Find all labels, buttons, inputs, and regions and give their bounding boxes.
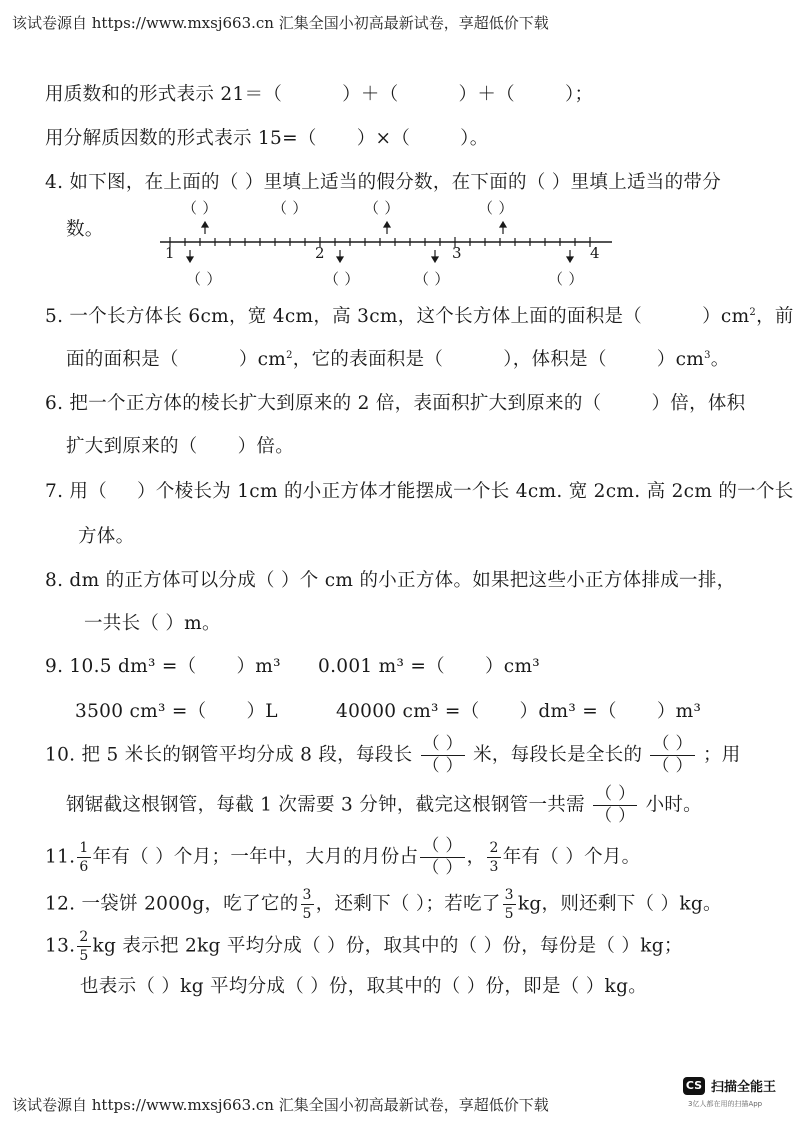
q5-text-2e: ）cm bbox=[656, 349, 705, 370]
q11-text-c: ， bbox=[466, 846, 486, 868]
fraction-denominator: 5 bbox=[504, 906, 514, 922]
q3-factor-line bbox=[45, 124, 489, 150]
fraction-numerator: （ ） bbox=[652, 734, 693, 754]
q11-text-d: 年有（ ）个月。 bbox=[502, 846, 641, 868]
q3-text-a3: ）＋（ bbox=[458, 84, 515, 105]
fraction-denominator: （ ） bbox=[422, 858, 463, 878]
q5-text-2f: 。 bbox=[710, 349, 730, 370]
q9-row1-left bbox=[45, 652, 281, 678]
q9-row1-right bbox=[318, 652, 540, 678]
fraction-numerator: 3 bbox=[504, 887, 514, 903]
q9-text-d1: 40000 cm³ =（ bbox=[336, 701, 480, 722]
q9-text-a2: ）m³ bbox=[236, 656, 281, 677]
fraction-numerator: 2 bbox=[79, 929, 89, 945]
q13-text-b: kg 表示把 2kg 平均分成（ ）份，取其中的（ ）份，每份是（ ）kg； bbox=[92, 935, 683, 957]
fraction bbox=[77, 841, 90, 874]
q13-line2: 也表示（ ）kg 平均分成（ ）份，取其中的（ ）份，即是（ ）kg。 bbox=[80, 976, 648, 997]
q9-text-d3: ）m³ bbox=[656, 701, 702, 722]
q13-line1 bbox=[45, 930, 683, 963]
fraction bbox=[487, 841, 500, 874]
q5-text-1c: ，前 bbox=[756, 306, 794, 327]
q13-text-a: 13. bbox=[45, 935, 76, 957]
fraction-numerator: （ ） bbox=[422, 734, 463, 754]
q4-top-blank-2[interactable]: （ ） bbox=[272, 199, 308, 217]
q5-text-2c: ，它的表面积是（ bbox=[292, 349, 444, 370]
superscript: 2 bbox=[286, 349, 293, 361]
fraction-bar bbox=[77, 946, 90, 947]
q4-top-blank-4[interactable]: （ ） bbox=[478, 199, 514, 217]
q5-text-2b: ）cm bbox=[238, 349, 287, 370]
fraction-bar bbox=[503, 904, 516, 905]
q3-text-a1: 用质数和的形式表示 21＝（ bbox=[45, 84, 283, 105]
fraction-denominator: （ ） bbox=[422, 756, 463, 776]
q7-line2: 方体。 bbox=[78, 526, 135, 547]
header-source-line: 该试卷源自 https://www.mxsj663.cn 汇集全国小初高最新试卷，享超低价下载 bbox=[12, 14, 549, 32]
fraction-bar bbox=[77, 857, 90, 858]
fraction-numerator: 1 bbox=[79, 840, 89, 856]
q9-text-d2: ）dm³ =（ bbox=[519, 701, 617, 722]
fraction-blank[interactable] bbox=[420, 838, 464, 877]
fraction-numerator: （ ） bbox=[422, 836, 463, 856]
fraction-bar bbox=[487, 857, 500, 858]
q8-line2: 一共长（ ）m。 bbox=[84, 613, 221, 634]
q10-text-1c: ；用 bbox=[702, 744, 741, 766]
q5-line1 bbox=[45, 302, 794, 328]
q12-text-a: 12. 一袋饼 2000g，吃了它的 bbox=[45, 893, 299, 915]
q11-line bbox=[45, 838, 640, 877]
q8-line1: 8. dm 的正方体可以分成（ ）个 cm 的小正方体。如果把这些小正方体排成一排， bbox=[45, 570, 736, 591]
superscript: 3 bbox=[704, 349, 711, 361]
q5-line2 bbox=[66, 345, 730, 371]
q4-top-blank-3[interactable]: （ ） bbox=[364, 199, 400, 217]
q5-text-1b: ）cm bbox=[702, 306, 750, 327]
scanner-logo bbox=[683, 1076, 776, 1095]
q4-bottom-blank-4[interactable]: （ ） bbox=[548, 270, 584, 288]
q4-bottom-blank-2[interactable]: （ ） bbox=[324, 270, 360, 288]
q10-text-2a: 钢锯截这根钢管，每截 1 次需要 3 分钟，截完这根钢管一共需 bbox=[66, 794, 585, 816]
q5-text-2a: 面的面积是（ bbox=[66, 349, 179, 370]
q12-line bbox=[45, 888, 722, 921]
tick-label-2: 2 bbox=[315, 244, 325, 262]
number-line bbox=[150, 218, 620, 268]
q10-line2 bbox=[66, 786, 702, 825]
q10-text-2b: 小时。 bbox=[645, 794, 702, 816]
fraction-denominator: 3 bbox=[489, 859, 499, 875]
footer-source-line: 该试卷源自 https://www.mxsj663.cn 汇集全国小初高最新试卷，享超低价下载 bbox=[12, 1096, 549, 1114]
q9-text-a1: 9. 10.5 dm³ =（ bbox=[45, 656, 197, 677]
cs-logo-icon: CS bbox=[683, 1077, 705, 1095]
scanner-logo-tagline: 3亿人都在用的扫描App bbox=[688, 1100, 763, 1108]
q4-bottom-blank-3[interactable]: （ ） bbox=[414, 270, 450, 288]
q9-row2-left bbox=[75, 697, 278, 723]
q3-prime-sum-line bbox=[45, 80, 593, 106]
q5-text-1a: 5. 一个长方体长 6cm，宽 4cm，高 3cm，这个长方体上面的面积是（ bbox=[45, 306, 643, 327]
q4-line1: 4. 如下图，在上面的（ ）里填上适当的假分数，在下面的（ ）里填上适当的带分 bbox=[45, 172, 721, 193]
fraction bbox=[301, 888, 314, 921]
q10-line1 bbox=[45, 736, 741, 775]
q3-text-b2: ）×（ bbox=[356, 128, 411, 149]
fraction-blank[interactable] bbox=[650, 736, 694, 775]
q7-text-1b: ）个棱长为 1cm 的小正方体才能摆成一个长 4cm. 宽 2cm. 高 2cm 的一个长 bbox=[137, 481, 794, 502]
fraction-denominator: （ ） bbox=[595, 806, 636, 826]
q11-text-a: 11. bbox=[45, 846, 76, 868]
q9-text-c2: ）L bbox=[246, 701, 278, 722]
q6-line1 bbox=[45, 389, 745, 415]
fraction-denominator: （ ） bbox=[652, 756, 693, 776]
q3-text-b1: 用分解质因数的形式表示 15=（ bbox=[45, 128, 317, 149]
tick-label-4: 4 bbox=[590, 244, 600, 262]
q10-text-1b: 米，每段长是全长的 bbox=[473, 744, 643, 766]
q6-line2 bbox=[66, 432, 294, 458]
tick-label-3: 3 bbox=[452, 244, 462, 262]
q12-text-c: kg，则还剩下（ ）kg。 bbox=[517, 893, 722, 915]
q9-text-c1: 3500 cm³ =（ bbox=[75, 701, 207, 722]
fraction-denominator: 6 bbox=[79, 859, 89, 875]
q7-text-1a: 7. 用（ bbox=[45, 481, 108, 502]
fraction-bar bbox=[301, 904, 314, 905]
fraction-denominator: 5 bbox=[302, 906, 312, 922]
q11-text-b: 年有（ ）个月；一年中，大月的月份占 bbox=[92, 846, 419, 868]
fraction bbox=[77, 930, 90, 963]
q9-text-b2: ）cm³ bbox=[484, 656, 541, 677]
q4-line2: 数。 bbox=[66, 219, 104, 240]
q3-text-b3: ）。 bbox=[460, 128, 489, 149]
superscript: 2 bbox=[749, 306, 757, 318]
q12-text-b: ，还剩下（ ）；若吃了 bbox=[315, 893, 501, 915]
fraction-numerator: 2 bbox=[489, 840, 499, 856]
fraction-denominator: 5 bbox=[79, 948, 89, 964]
q5-text-2d: ），体积是（ bbox=[503, 349, 607, 370]
q6-text-2a: 扩大到原来的（ bbox=[66, 436, 198, 457]
q4-bottom-blank-1[interactable]: （ ） bbox=[186, 270, 222, 288]
q3-text-a4: ）； bbox=[564, 84, 594, 105]
q9-row2-right bbox=[336, 697, 701, 723]
fraction-numerator: （ ） bbox=[595, 784, 636, 804]
q3-text-a2: ）＋（ bbox=[342, 84, 399, 105]
q4-top-blank-1[interactable]: （ ） bbox=[182, 199, 218, 217]
q6-text-1a: 6. 把一个正方体的棱长扩大到原来的 2 倍，表面积扩大到原来的（ bbox=[45, 393, 602, 414]
scanner-logo-name: 扫描全能王 bbox=[711, 1080, 777, 1095]
fraction bbox=[503, 888, 516, 921]
fraction-blank[interactable] bbox=[421, 736, 465, 775]
q9-text-b1: 0.001 m³ =（ bbox=[318, 656, 445, 677]
fraction-numerator: 3 bbox=[302, 887, 312, 903]
q10-text-1a: 10. 把 5 米长的钢管平均分成 8 段，每段长 bbox=[45, 744, 413, 766]
fraction-blank[interactable] bbox=[593, 786, 637, 825]
q6-text-2b: ）倍。 bbox=[237, 436, 295, 457]
q7-line1 bbox=[45, 477, 794, 503]
tick-label-1: 1 bbox=[165, 244, 175, 262]
q6-text-1b: ）倍，体积 bbox=[651, 393, 746, 414]
